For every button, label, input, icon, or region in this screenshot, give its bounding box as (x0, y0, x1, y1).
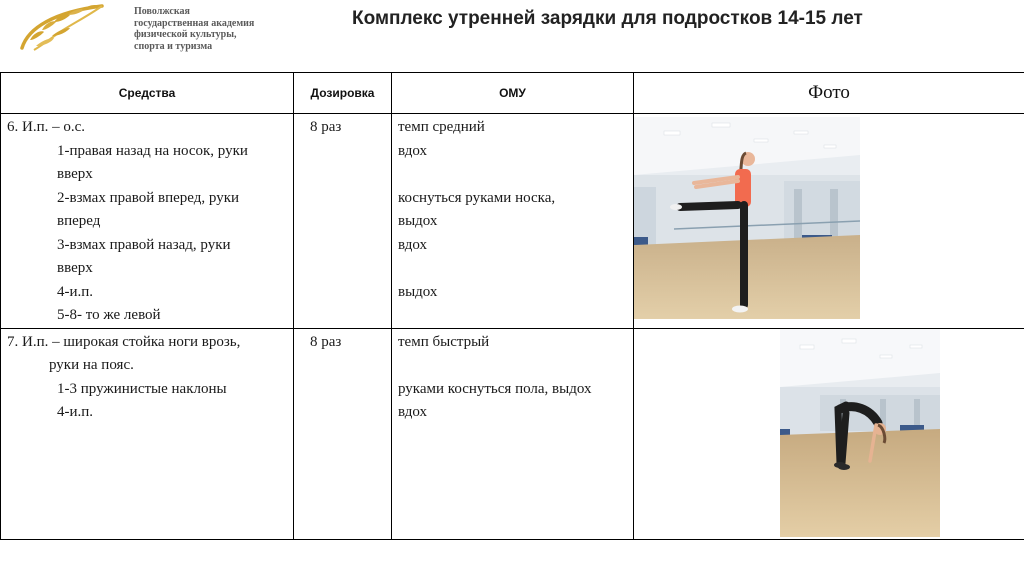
means-line: вперед (57, 213, 101, 229)
column-header-dosage: Дозировка (294, 73, 392, 114)
omu-cell (392, 328, 634, 539)
means-line: 2-взмах правой вперед, руки (57, 189, 240, 206)
omu-line: темп быстрый (398, 333, 490, 350)
table-row (1, 114, 1024, 329)
omu-line: вдох (398, 236, 427, 253)
means-line: 3-взмах правой назад, руки (57, 236, 231, 253)
academy-name-line: Поволжская (134, 6, 190, 17)
column-header-omu: ОМУ (392, 73, 634, 114)
exercise-table (0, 72, 1024, 540)
table-header-row (1, 73, 1024, 114)
table-row (1, 328, 1024, 539)
academy-logo-wreath-icon (14, 2, 114, 52)
dosage-value: 8 раз (310, 333, 342, 350)
dosage-value: 8 раз (310, 119, 342, 135)
header (0, 0, 1024, 70)
means-line: 4-и.п. (57, 283, 94, 300)
means-line: 5-8- то же левой (57, 307, 161, 323)
dosage-cell (294, 328, 392, 539)
exercise-photo-leg-swing (634, 117, 860, 319)
omu-cell (392, 114, 634, 329)
omu-line: руками коснуться пола, выдох (398, 380, 592, 397)
means-line: 7. И.п. – широкая стойка ноги врозь, (7, 333, 241, 350)
means-line: 4-и.п. (57, 404, 94, 420)
omu-line: темп средний (398, 119, 485, 135)
means-line: 1-3 пружинистые наклоны (57, 380, 227, 397)
exercise-photo-forward-bend (780, 329, 940, 537)
omu-line: вдох (398, 404, 427, 420)
means-line: вверх (57, 260, 93, 276)
academy-name-line: физической культуры, (134, 29, 237, 40)
omu-line: коснуться руками носка, (398, 189, 556, 206)
academy-name-line: государственная академия (134, 17, 255, 29)
photo-cell (634, 328, 1024, 539)
means-cell (1, 328, 294, 539)
column-header-means: Средства (1, 73, 294, 114)
means-line: 1-правая назад на носок, руки (57, 142, 248, 159)
means-line: вверх (57, 166, 93, 182)
omu-line: вдох (398, 142, 427, 159)
omu-line: выдох (398, 213, 438, 229)
means-line: руки на пояс. (49, 357, 134, 373)
means-line: 6. И.п. – о.с. (7, 119, 86, 135)
page-title: Комплекс утренней зарядки для подростков 14-15 лет (352, 8, 863, 29)
photo-cell (634, 114, 1024, 329)
column-header-photo: Фото (634, 73, 1024, 114)
academy-name (134, 6, 304, 52)
omu-line: выдох (398, 283, 438, 300)
dosage-cell (294, 114, 392, 329)
academy-name-line: спорта и туризма (134, 40, 213, 52)
means-cell (1, 114, 294, 329)
